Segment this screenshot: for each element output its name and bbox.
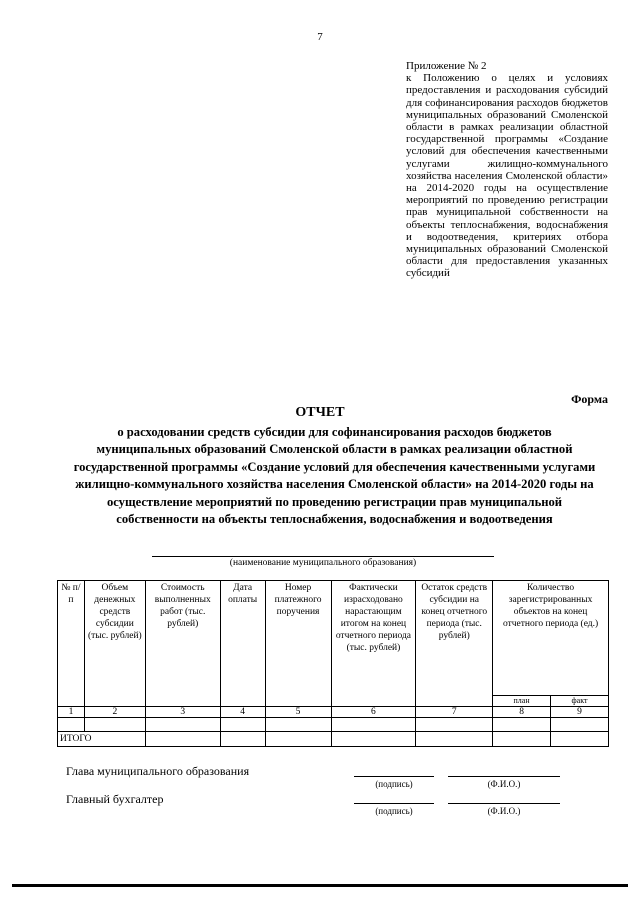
column-numbers-row [58, 707, 609, 718]
header-work-cost: Стоимость выполненных работ (тыс. рублей) [145, 581, 220, 707]
head-signature-caption: (подпись) [375, 779, 413, 789]
head-signature-label: Глава муниципального образования [66, 764, 250, 778]
total-label: ИТОГО [58, 732, 146, 747]
column-number: 9 [551, 707, 609, 718]
column-number: 4 [220, 707, 265, 718]
column-number: 3 [145, 707, 220, 718]
page-bottom-rule [12, 884, 628, 887]
municipality-name-line [152, 556, 494, 557]
head-signature-line [354, 776, 434, 777]
accountant-name-caption: (Ф.И.О.) [487, 806, 521, 816]
accountant-signature-caption: (подпись) [375, 806, 413, 816]
form-label: Форма [571, 392, 608, 406]
subheader-plan: план [493, 696, 551, 707]
appendix-title: Приложение № 2 [406, 60, 487, 72]
report-subject: о расходовании средств субсидии для софинансирования расходов бюджетов муниципальных образований Смоленской области в рамках реализации областной государственной программы «Создание условий для обеспечения качественными услугами жилищно-коммунального хозяйства населения Смоленской области» на 2014-2020 годы на осуществление мероприятий по проведению регистрации прав муниципальной собственности на объекты теплоснабжения, водоснабжения и водоотведения [73, 425, 596, 527]
municipality-name-caption: (наименование муниципального образования) [229, 558, 417, 568]
accountant-signature-label: Главный бухгалтер [66, 792, 164, 806]
column-number: 6 [331, 707, 416, 718]
page-number: 7 [317, 31, 323, 43]
header-spent-total: Фактически израсходовано нарастающим итогом на конец отчетного периода (тыс. рублей) [331, 581, 416, 707]
header-number: № п/п [58, 581, 85, 707]
column-number: 5 [265, 707, 331, 718]
accountant-signature-line [354, 803, 434, 804]
header-subsidy-amount: Объем денежных средств субсидии (тыс. рублей) [84, 581, 145, 707]
column-number: 1 [58, 707, 85, 718]
column-number: 8 [493, 707, 551, 718]
header-registered-objects: Количество зарегистрированных объектов на конец отчетного периода (ед.) [493, 581, 609, 696]
appendix-block [406, 60, 608, 280]
accountant-name-line [448, 803, 560, 804]
head-name-caption: (Ф.И.О.) [487, 779, 521, 789]
report-table [57, 580, 609, 747]
header-balance: Остаток средств субсидии на конец отчетного периода (тыс. рублей) [416, 581, 493, 707]
header-payment-date: Дата оплаты [220, 581, 265, 707]
appendix-text: к Положению о целях и условиях предоставления и расходования субсидий для софинансирования расходов бюджетов муниципальных образований Смоленской области в рамках реализации областной государственной программы «Создание условий для обеспечения качественными услугами жилищно-коммунального хозяйства населения Смоленской области» на 2014-2020 годы на осуществление мероприятий по проведению регистрации прав муниципальной собственности на объекты теплоснабжения, водоснабжения и водоотведения, критериях отбора муниципальных образований Смоленской области для предоставления указанных субсидий [406, 72, 608, 280]
empty-data-row [58, 718, 609, 732]
report-heading: ОТЧЕТ [295, 405, 345, 420]
column-number: 7 [416, 707, 493, 718]
total-row [58, 732, 609, 747]
column-number: 2 [84, 707, 145, 718]
subheader-fact: факт [551, 696, 609, 707]
header-payment-order: Номер платежного поручения [265, 581, 331, 707]
head-name-line [448, 776, 560, 777]
